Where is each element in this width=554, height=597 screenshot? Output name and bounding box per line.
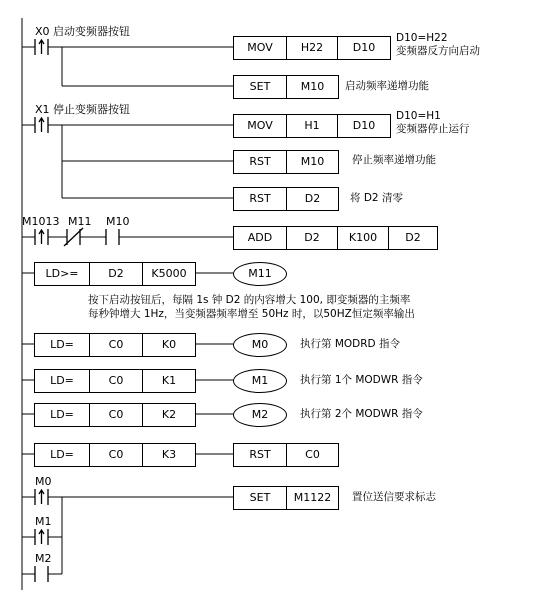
explanation-note-line1: 按下启动按钮后，每隔 1s 钟 D2 的内容增大 100, 即变频器的主频率 (88, 294, 411, 306)
m1-coil-annotation: 执行第 1个 MODWR 指令 (300, 374, 423, 386)
set-m10-annotation: 启动频率递增功能 (345, 80, 429, 92)
explanation-note-line2: 每秒钟增大 1Hz，当变频器频率增至 50Hz 时，以50HZ恒定频率输出 (88, 308, 415, 320)
rst-m10-instruction: RST M10 (233, 150, 339, 174)
m10-contact-label: M10 (106, 215, 130, 228)
m11-contact-label: M11 (68, 215, 92, 228)
m0-output-coil: M0 (233, 333, 287, 357)
x1-rising-edge-contact (35, 117, 48, 133)
set-m10-instruction: SET M10 (233, 75, 339, 99)
x1-contact-label: X1 停止变频器按钮 (35, 103, 131, 116)
x0-rising-edge-contact (35, 39, 48, 55)
rst-m10-annotation: 停止频率递增功能 (352, 154, 436, 166)
mov-h1-annotation-line2: 变频器停止运行 (396, 123, 470, 135)
mov-h22-annotation-line2: 变频器反方向启动 (396, 45, 480, 57)
m1-output-coil: M1 (233, 369, 287, 393)
rst-c0-instruction: RST C0 (233, 443, 339, 467)
mov-h22-annotation-line1: D10=H22 (396, 32, 448, 44)
m0-coil-annotation: 执行第 MODRD 指令 (300, 338, 400, 350)
m2-output-coil: M2 (233, 403, 287, 427)
m1013-contact-label: M1013 (22, 215, 60, 228)
mov-h1-d10-instruction: MOV H1 D10 (233, 114, 391, 138)
m11-output-coil: M11 (233, 262, 287, 286)
m0-rising-edge-contact (35, 489, 48, 505)
m1-contact-label: M1 (35, 515, 52, 528)
ld-eq-c0-k1-compare: LD= C0 K1 (34, 369, 196, 393)
mov-h1-annotation-line1: D10=H1 (396, 110, 441, 122)
m1013-rising-edge-contact (35, 229, 48, 245)
add-d2-k100-d2-instruction: ADD D2 K100 D2 (233, 226, 438, 250)
m2-coil-annotation: 执行第 2个 MODWR 指令 (300, 408, 423, 420)
m0-contact-label: M0 (35, 475, 52, 488)
set-m1122-annotation: 置位送信要求标志 (352, 491, 436, 503)
ld-eq-c0-k0-compare: LD= C0 K0 (34, 333, 196, 357)
m1-rising-edge-contact (35, 529, 48, 545)
m2-normally-open-contact (35, 566, 48, 582)
ld-ge-d2-k5000-compare: LD>= D2 K5000 (34, 262, 196, 286)
mov-h22-d10-instruction: MOV H22 D10 (233, 36, 391, 60)
m11-normally-closed-contact (64, 228, 83, 246)
x0-contact-label: X0 启动变频器按钮 (35, 25, 131, 38)
ld-eq-c0-k3-compare: LD= C0 K3 (34, 443, 196, 467)
m2-contact-label: M2 (35, 552, 52, 565)
m10-normally-open-contact (106, 229, 119, 245)
set-m1122-instruction: SET M1122 (233, 486, 339, 510)
rst-d2-annotation: 将 D2 清零 (350, 192, 403, 204)
rst-d2-instruction: RST D2 (233, 187, 339, 211)
ld-eq-c0-k2-compare: LD= C0 K2 (34, 403, 196, 427)
